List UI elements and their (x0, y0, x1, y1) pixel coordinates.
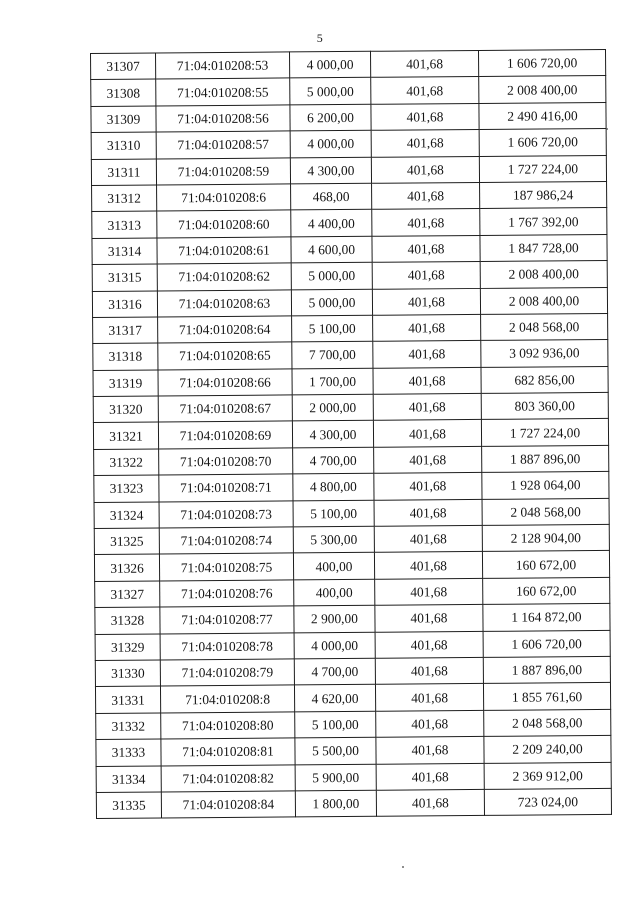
total-value-cell: 160 672,00 (482, 551, 609, 578)
rate-cell: 401,68 (376, 763, 484, 790)
cadastral-number-cell: 71:04:010208:62 (157, 263, 291, 290)
table-row (91, 129, 606, 159)
cadastral-number-cell: 71:04:010208:8 (160, 685, 294, 712)
page-number: 5 (316, 31, 324, 45)
area-cell: 4 800,00 (293, 474, 374, 501)
table-row (91, 155, 606, 185)
row-number-cell: 31330 (95, 660, 160, 687)
row-number-cell: 31312 (92, 185, 157, 212)
total-value-cell: 160 672,00 (483, 577, 610, 604)
row-number-cell: 31308 (91, 79, 156, 106)
rate-cell: 401,68 (374, 499, 482, 526)
rate-cell: 401,68 (375, 684, 483, 711)
table-row (91, 76, 606, 106)
cadastral-number-cell: 71:04:010208:77 (160, 606, 294, 633)
row-number-cell: 31331 (95, 686, 160, 713)
rate-cell: 401,68 (375, 605, 483, 632)
rate-cell: 401,68 (374, 473, 482, 500)
table-row (93, 313, 608, 343)
table-row (92, 287, 607, 317)
area-cell: 6 200,00 (290, 104, 371, 131)
rate-cell: 401,68 (372, 288, 480, 315)
cadastral-number-cell: 71:04:010208:71 (159, 474, 293, 501)
row-number-cell: 31315 (92, 264, 157, 291)
table-row (93, 366, 608, 396)
area-cell: 5 300,00 (293, 526, 374, 553)
total-value-cell: 187 986,24 (480, 181, 607, 208)
area-cell: 400,00 (294, 579, 375, 606)
table-body (91, 49, 612, 818)
rate-cell: 401,68 (373, 341, 481, 368)
rate-cell: 401,68 (372, 182, 480, 209)
table-row (96, 709, 611, 739)
table-row (95, 577, 610, 607)
row-number-cell: 31310 (91, 132, 156, 159)
area-cell: 468,00 (291, 183, 372, 210)
cadastral-number-cell: 71:04:010208:67 (158, 395, 292, 422)
row-number-cell: 31335 (96, 792, 161, 819)
row-number-cell: 31329 (95, 634, 160, 661)
row-number-cell: 31324 (94, 502, 159, 529)
table-row (94, 472, 609, 502)
row-number-cell: 31334 (96, 766, 161, 793)
rate-cell: 401,68 (374, 525, 482, 552)
cadastral-number-cell: 71:04:010208:6 (157, 184, 291, 211)
cadastral-number-cell: 71:04:010208:82 (161, 764, 295, 791)
rate-cell: 401,68 (373, 314, 481, 341)
total-value-cell: 1 727 224,00 (481, 419, 608, 446)
rate-cell: 401,68 (371, 130, 479, 157)
table-row (95, 604, 610, 634)
row-number-cell: 31319 (93, 370, 158, 397)
total-value-cell: 2 048 568,00 (481, 313, 608, 340)
row-number-cell: 31309 (91, 106, 156, 133)
rate-cell: 401,68 (375, 657, 483, 684)
table-row (96, 736, 611, 766)
rate-cell: 401,68 (373, 420, 481, 447)
total-value-cell: 2 490 416,00 (479, 102, 606, 129)
cadastral-number-cell: 71:04:010208:84 (161, 791, 295, 818)
total-value-cell: 3 092 936,00 (481, 340, 608, 367)
total-value-cell: 1 928 064,00 (482, 472, 609, 499)
table-row (94, 524, 609, 554)
table-row (95, 630, 610, 660)
row-number-cell: 31307 (91, 53, 156, 80)
table-row (96, 762, 611, 792)
row-number-cell: 31311 (91, 159, 156, 186)
cadastral-number-cell: 71:04:010208:59 (156, 157, 290, 184)
rate-cell: 401,68 (375, 631, 483, 658)
row-number-cell: 31314 (92, 238, 157, 265)
land-plots-table (90, 49, 612, 819)
cadastral-number-cell: 71:04:010208:66 (158, 369, 292, 396)
area-cell: 4 600,00 (291, 236, 372, 263)
table-row (94, 551, 609, 581)
cadastral-number-cell: 71:04:010208:65 (158, 342, 292, 369)
rate-cell: 401,68 (373, 367, 481, 394)
scan-speck (402, 866, 404, 868)
total-value-cell: 2 209 240,00 (484, 736, 611, 763)
area-cell: 4 300,00 (290, 157, 371, 184)
table-row (93, 393, 608, 423)
registry-table-wrapper (90, 49, 606, 819)
row-number-cell: 31318 (93, 343, 158, 370)
row-number-cell: 31320 (93, 396, 158, 423)
total-value-cell: 1 887 896,00 (482, 445, 609, 472)
row-number-cell: 31322 (94, 449, 159, 476)
rate-cell: 401,68 (375, 578, 483, 605)
table-row (95, 683, 610, 713)
cadastral-number-cell: 71:04:010208:55 (156, 78, 290, 105)
rate-cell: 401,68 (371, 77, 479, 104)
area-cell: 400,00 (293, 553, 374, 580)
cadastral-number-cell: 71:04:010208:69 (158, 421, 292, 448)
row-number-cell: 31328 (95, 607, 160, 634)
area-cell: 5 100,00 (292, 315, 373, 342)
cadastral-number-cell: 71:04:010208:80 (161, 712, 295, 739)
total-value-cell: 1 727 224,00 (479, 155, 606, 182)
rate-cell: 401,68 (371, 156, 479, 183)
table-row (93, 419, 608, 449)
cadastral-number-cell: 71:04:010208:63 (157, 289, 291, 316)
total-value-cell: 1 767 392,00 (480, 208, 607, 235)
row-number-cell: 31332 (96, 713, 161, 740)
area-cell: 4 400,00 (291, 210, 372, 237)
table-row (93, 340, 608, 370)
total-value-cell: 2 048 568,00 (484, 709, 611, 736)
total-value-cell: 1 606 720,00 (478, 49, 605, 76)
total-value-cell: 1 606 720,00 (479, 129, 606, 156)
rate-cell: 401,68 (373, 394, 481, 421)
row-number-cell: 31313 (92, 211, 157, 238)
total-value-cell: 2 128 904,00 (482, 524, 609, 551)
cadastral-number-cell: 71:04:010208:78 (160, 633, 294, 660)
area-cell: 4 000,00 (290, 130, 371, 157)
rate-cell: 401,68 (372, 235, 480, 262)
total-value-cell: 803 360,00 (481, 393, 608, 420)
area-cell: 1 700,00 (292, 368, 373, 395)
total-value-cell: 723 024,00 (484, 788, 611, 815)
area-cell: 5 900,00 (295, 764, 376, 791)
area-cell: 5 000,00 (291, 262, 372, 289)
area-cell: 2 900,00 (294, 605, 375, 632)
area-cell: 4 300,00 (292, 421, 373, 448)
rate-cell: 401,68 (374, 446, 482, 473)
cadastral-number-cell: 71:04:010208:73 (159, 501, 293, 528)
table-row (92, 261, 607, 291)
scan-speck (606, 128, 608, 130)
cadastral-number-cell: 71:04:010208:64 (158, 316, 292, 343)
area-cell: 1 800,00 (295, 790, 376, 817)
row-number-cell: 31321 (93, 422, 158, 449)
table-row (91, 102, 606, 132)
table-row (92, 208, 607, 238)
rate-cell: 401,68 (374, 552, 482, 579)
row-number-cell: 31333 (96, 739, 161, 766)
total-value-cell: 2 008 400,00 (479, 76, 606, 103)
row-number-cell: 31316 (92, 290, 157, 317)
area-cell: 4 620,00 (294, 685, 375, 712)
total-value-cell: 1 855 761,60 (483, 683, 610, 710)
rate-cell: 401,68 (376, 789, 484, 816)
table-row (95, 656, 610, 686)
cadastral-number-cell: 71:04:010208:74 (159, 527, 293, 554)
area-cell: 2 000,00 (292, 394, 373, 421)
area-cell: 4 000,00 (289, 51, 370, 78)
total-value-cell: 1 606 720,00 (483, 630, 610, 657)
row-number-cell: 31327 (95, 581, 160, 608)
table-row (94, 498, 609, 528)
total-value-cell: 2 008 400,00 (480, 287, 607, 314)
table-row (92, 234, 607, 264)
area-cell: 5 500,00 (295, 737, 376, 764)
cadastral-number-cell: 71:04:010208:70 (159, 448, 293, 475)
cadastral-number-cell: 71:04:010208:76 (160, 580, 294, 607)
total-value-cell: 1 164 872,00 (483, 604, 610, 631)
rate-cell: 401,68 (371, 103, 479, 130)
area-cell: 5 100,00 (295, 711, 376, 738)
cadastral-number-cell: 71:04:010208:60 (157, 210, 291, 237)
table-row (96, 788, 611, 818)
cadastral-number-cell: 71:04:010208:56 (156, 105, 290, 132)
table-row (92, 181, 607, 211)
area-cell: 5 000,00 (291, 289, 372, 316)
rate-cell: 401,68 (372, 209, 480, 236)
total-value-cell: 1 887 896,00 (483, 656, 610, 683)
row-number-cell: 31325 (94, 528, 159, 555)
cadastral-number-cell: 71:04:010208:61 (157, 237, 291, 264)
cadastral-number-cell: 71:04:010208:81 (161, 738, 295, 765)
area-cell: 7 700,00 (292, 342, 373, 369)
area-cell: 4 700,00 (293, 447, 374, 474)
total-value-cell: 2 048 568,00 (482, 498, 609, 525)
rate-cell: 401,68 (376, 710, 484, 737)
rate-cell: 401,68 (376, 737, 484, 764)
row-number-cell: 31323 (94, 475, 159, 502)
cadastral-number-cell: 71:04:010208:75 (159, 553, 293, 580)
row-number-cell: 31326 (94, 554, 159, 581)
total-value-cell: 682 856,00 (481, 366, 608, 393)
total-value-cell: 2 369 912,00 (484, 762, 611, 789)
total-value-cell: 1 847 728,00 (480, 234, 607, 261)
area-cell: 5 000,00 (290, 78, 371, 105)
area-cell: 4 000,00 (294, 632, 375, 659)
total-value-cell: 2 008 400,00 (480, 261, 607, 288)
table-row (94, 445, 609, 475)
cadastral-number-cell: 71:04:010208:79 (160, 659, 294, 686)
area-cell: 4 700,00 (294, 658, 375, 685)
cadastral-number-cell: 71:04:010208:57 (156, 131, 290, 158)
row-number-cell: 31317 (93, 317, 158, 344)
rate-cell: 401,68 (372, 262, 480, 289)
area-cell: 5 100,00 (293, 500, 374, 527)
rate-cell: 401,68 (370, 50, 478, 77)
cadastral-number-cell: 71:04:010208:53 (156, 52, 290, 79)
table-row (91, 49, 606, 79)
